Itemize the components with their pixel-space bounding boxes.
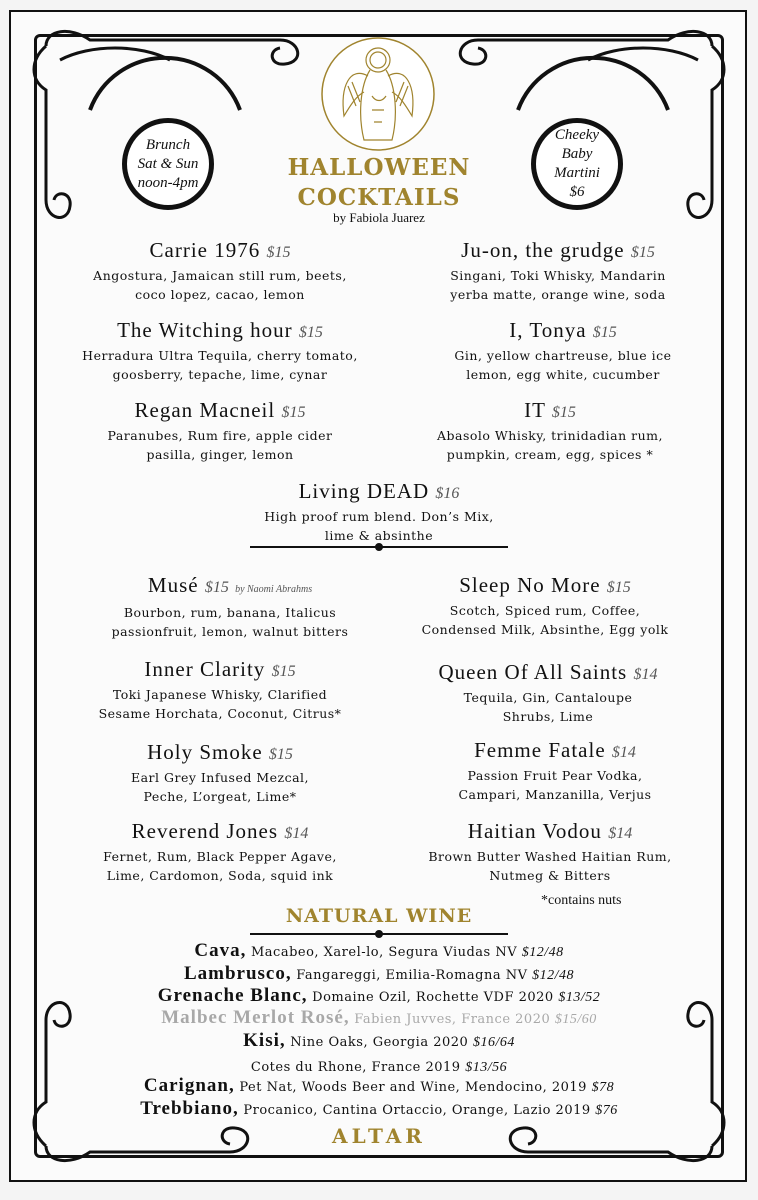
cocktail-price: $15	[298, 324, 323, 341]
cocktail-price: $15	[630, 244, 655, 261]
wine-item	[0, 940, 758, 962]
cocktail-desc: Bourbon, rum, banana, Italicus	[123, 605, 337, 620]
wine-grape: Trebbiano,	[140, 1098, 239, 1119]
cocktail-desc: Angostura, Jamaican still rum, beets,	[93, 268, 347, 283]
brunch-badge-line3: noon-4pm	[137, 174, 199, 191]
wine-item	[0, 1075, 758, 1097]
wine-item	[0, 1055, 758, 1077]
cocktail-desc: goosberry, tepache, lime, cynar	[112, 367, 328, 382]
wine-price: $13/56	[465, 1060, 508, 1075]
cocktail-item	[390, 397, 710, 464]
cocktail-name: Holy Smoke	[147, 740, 263, 764]
wine-item	[0, 1007, 758, 1029]
wine-detail: Fangareggi, Emilia-Romagna NV	[291, 968, 533, 983]
wine-item	[0, 963, 758, 985]
wine-detail: Domaine Ozil, Rochette VDF 2020	[307, 990, 559, 1005]
wine-price: $76	[595, 1103, 618, 1118]
cocktail-desc: Campari, Manzanilla, Verjus	[458, 787, 652, 802]
wine-price: $12/48	[521, 945, 564, 960]
wine-detail: Cotes du Rhone, France 2019	[250, 1060, 466, 1075]
wine-price: $16/64	[472, 1035, 515, 1050]
cocktail-desc: pumpkin, cream, egg, spices *	[446, 447, 654, 462]
cocktail-price: $14	[633, 666, 658, 683]
wine-grape: Carignan,	[143, 1075, 235, 1096]
cocktail-credit: by Naomi Abrahms	[235, 584, 313, 595]
cocktail-desc: Sesame Horchata, Coconut, Citrus*	[98, 706, 342, 721]
cocktail-desc: Abasolo Whisky, trinidadian rum,	[437, 428, 663, 443]
cocktail-desc: Gin, yellow chartreuse, blue ice	[454, 348, 672, 363]
wine-price: $12/48	[532, 968, 575, 983]
cocktail-desc: Herradura Ultra Tequila, cherry tomato,	[82, 348, 358, 363]
cocktail-name: Queen Of All Saints	[438, 660, 628, 684]
wine-grape: Cava,	[194, 940, 247, 961]
divider-dot	[375, 543, 383, 551]
cocktail-item	[398, 237, 718, 304]
cocktail-price: $15	[204, 579, 229, 596]
cocktail-desc: passionfruit, lemon, walnut bitters	[111, 624, 349, 639]
wine-detail: Procanico, Cantina Ortaccio, Orange, Lazio 2019	[238, 1103, 596, 1118]
cocktail-desc: Singani, Toki Whisky, Mandarin	[450, 268, 666, 283]
cocktail-desc: coco lopez, cacao, lemon	[135, 287, 305, 302]
cocktail-price: $15	[551, 404, 576, 421]
wine-detail: Fabien Juvves, France 2020	[349, 1012, 555, 1027]
nuts-note: *contains nuts	[541, 893, 622, 908]
wine-detail: Pet Nat, Woods Beer and Wine, Mendocino, 2019	[234, 1080, 592, 1095]
cocktail-name: Carrie 1976	[149, 238, 261, 262]
cocktail-price: $15	[268, 746, 293, 763]
cocktail-name: The Witching hour	[117, 318, 293, 342]
cocktail-desc: Paranubes, Rum fire, apple cider	[107, 428, 333, 443]
wine-detail: Macabeo, Xarel-lo, Segura Viudas NV	[246, 945, 522, 960]
cocktail-desc: Fernet, Rum, Black Pepper Agave,	[103, 849, 337, 864]
cocktail-name: Ju-on, the grudge	[461, 238, 625, 262]
cocktail-price: $15	[271, 663, 296, 680]
cocktail-desc: Passion Fruit Pear Vodka,	[467, 768, 643, 783]
cocktail-price: $14	[611, 744, 636, 761]
cocktail-desc: Shrubs, Lime	[502, 709, 594, 724]
cocktail-desc: yerba matte, orange wine, soda	[450, 287, 666, 302]
cocktail-item	[60, 317, 380, 384]
cocktail-item	[390, 737, 720, 804]
cocktail-desc: Tequila, Gin, Cantaloupe	[463, 690, 633, 705]
cocktail-name: Haitian Vodou	[467, 819, 602, 843]
cocktail-name: Reverend Jones	[131, 819, 279, 843]
cocktail-item	[60, 656, 380, 723]
cocktail-name: Musé	[147, 573, 199, 597]
cocktail-item	[385, 818, 715, 885]
cocktail-desc: Scotch, Spiced rum, Coffee,	[449, 603, 641, 618]
wine-price: $78	[591, 1080, 615, 1095]
cocktail-price: $14	[284, 825, 309, 842]
martini-badge-line3: $6	[569, 184, 585, 200]
wine-item	[0, 1098, 758, 1120]
cocktail-name: IT	[524, 398, 546, 422]
cocktail-desc: lime & absinthe	[324, 528, 434, 543]
cocktail-item	[398, 317, 728, 384]
wine-item	[0, 1030, 758, 1052]
cocktail-desc: High proof rum blend. Don’s Mix,	[264, 509, 494, 524]
wine-price: $15/60	[554, 1012, 597, 1027]
cocktail-desc: Nutmeg & Bitters	[489, 868, 611, 883]
cocktail-desc: Earl Grey Infused Mezcal,	[130, 770, 310, 785]
wine-grape: Grenache Blanc,	[157, 985, 308, 1006]
martini-badge-line2: Martini	[554, 165, 600, 181]
cocktail-item	[60, 572, 400, 641]
wine-detail: Nine Oaks, Georgia 2020	[285, 1035, 473, 1050]
cocktail-item	[60, 818, 380, 885]
brand-footer: ALTAR	[332, 1124, 426, 1148]
wine-item	[0, 985, 758, 1007]
wine-grape: Lambrusco,	[183, 963, 292, 984]
cocktail-item	[60, 237, 380, 304]
cocktail-price: $15	[606, 579, 631, 596]
cocktail-name: Femme Fatale	[474, 738, 606, 762]
cocktail-price: $16	[435, 485, 460, 502]
cocktail-item	[60, 739, 380, 806]
cocktail-name: Living DEAD	[298, 479, 430, 503]
cocktail-item	[380, 572, 710, 639]
cocktail-desc: Peche, L’orgeat, Lime*	[143, 789, 297, 804]
cocktail-price: $15	[281, 404, 306, 421]
menu-title-line2: COCKTAILS	[297, 184, 461, 211]
cocktail-price: $15	[266, 244, 291, 261]
cocktail-name: Sleep No More	[459, 573, 601, 597]
cocktail-desc: Brown Butter Washed Haitian Rum,	[428, 849, 672, 864]
cocktail-desc: pasilla, ginger, lemon	[146, 447, 294, 462]
angel-logo-icon	[320, 36, 436, 152]
menu-title-line1: HALLOWEEN	[287, 154, 471, 181]
cocktail-item	[60, 397, 380, 464]
cocktail-desc: Condensed Milk, Absinthe, Egg yolk	[421, 622, 669, 637]
cocktail-name: Inner Clarity	[144, 657, 266, 681]
wine-grape: Malbec Merlot Rosé,	[161, 1007, 350, 1028]
wine-grape: Kisi,	[243, 1030, 286, 1051]
cocktail-name: I, Tonya	[509, 318, 587, 342]
cocktail-price: $15	[592, 324, 617, 341]
wine-price: $13/52	[558, 990, 601, 1005]
cocktail-desc: lemon, egg white, cucumber	[466, 367, 660, 382]
brunch-badge-line2: Sat & Sun	[137, 155, 199, 172]
cocktail-desc: Lime, Cardomon, Soda, squid ink	[106, 868, 334, 883]
brunch-badge-line1: Brunch	[145, 136, 191, 153]
cocktail-item	[378, 659, 718, 726]
menu-byline: by Fabiola Juarez	[333, 210, 425, 225]
divider-dot	[375, 930, 383, 938]
cocktail-name: Regan Macneil	[134, 398, 276, 422]
cocktail-price: $14	[608, 825, 633, 842]
cocktail-desc: Toki Japanese Whisky, Clarified	[112, 687, 328, 702]
cocktail-item	[219, 478, 539, 545]
wine-section-title: NATURAL WINE	[285, 905, 473, 927]
martini-badge-line1: Cheeky Baby	[554, 127, 600, 162]
